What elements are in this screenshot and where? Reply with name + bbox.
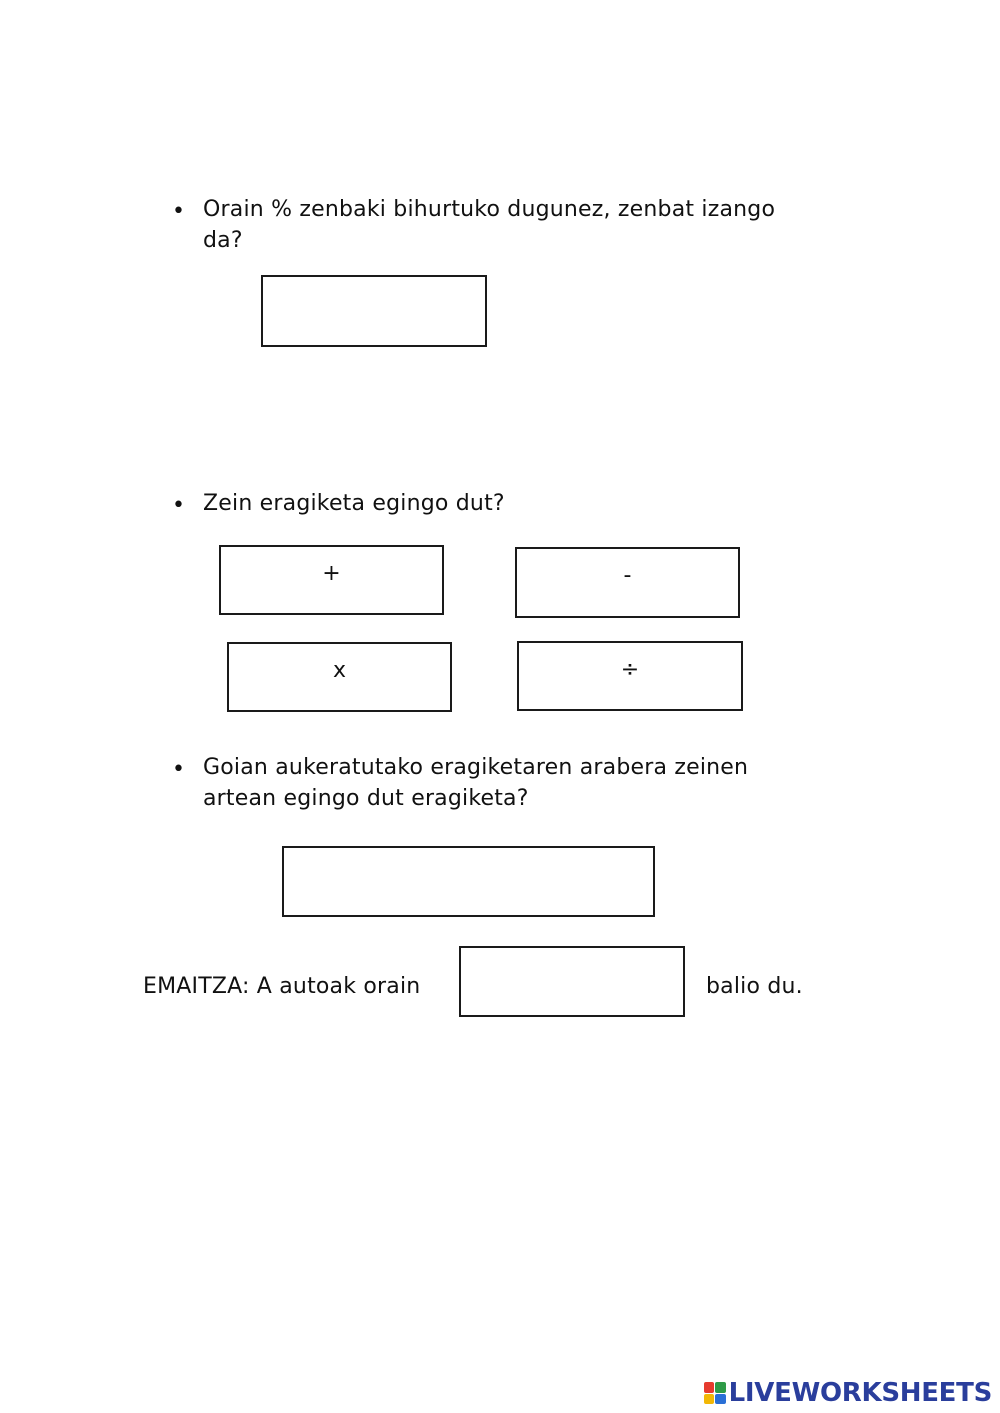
result-suffix: balio du.	[706, 974, 803, 999]
logo-grid-cell	[704, 1394, 715, 1405]
times-option-button[interactable]	[227, 642, 452, 712]
question-1-text	[203, 194, 843, 256]
logo-grid-icon	[704, 1382, 726, 1404]
logo-grid-cell	[715, 1394, 726, 1405]
question-2-text: Zein eragiketa egingo dut?	[203, 491, 505, 516]
question-1-line-1: Orain % zenbaki bihurtuko dugunez, zenbat izango	[203, 197, 776, 222]
bullet-3: •	[172, 757, 185, 782]
minus-label: -	[623, 563, 632, 588]
bullet-1: •	[172, 199, 185, 224]
divide-option-button[interactable]	[517, 641, 743, 711]
question-3-line-2: artean egingo dut eragiketa?	[203, 786, 529, 811]
divide-label: ÷	[620, 657, 640, 682]
minus-option-button[interactable]	[515, 547, 740, 618]
result-prefix: EMAITZA: A autoak orain	[143, 974, 421, 999]
percent-number-answer-box[interactable]	[261, 275, 487, 347]
result-answer-box[interactable]	[459, 946, 685, 1017]
between-input[interactable]	[284, 848, 653, 915]
liveworksheets-logo	[704, 1378, 992, 1408]
question-3-line-1: Goian aukeratutako eragiketaren arabera zeinen	[203, 755, 749, 780]
logo-grid-cell	[704, 1382, 715, 1393]
logo-grid-cell	[715, 1382, 726, 1393]
result-input[interactable]	[461, 948, 683, 1015]
plus-option-button[interactable]	[219, 545, 444, 615]
question-1-line-2: da?	[203, 228, 243, 253]
between-answer-box[interactable]	[282, 846, 655, 917]
bullet-2: •	[172, 493, 185, 518]
question-3-text	[203, 752, 843, 814]
times-label: x	[332, 658, 347, 683]
percent-number-input[interactable]	[263, 277, 485, 345]
plus-label: +	[322, 561, 341, 586]
logo-text: LIVEWORKSHEETS	[728, 1378, 992, 1408]
